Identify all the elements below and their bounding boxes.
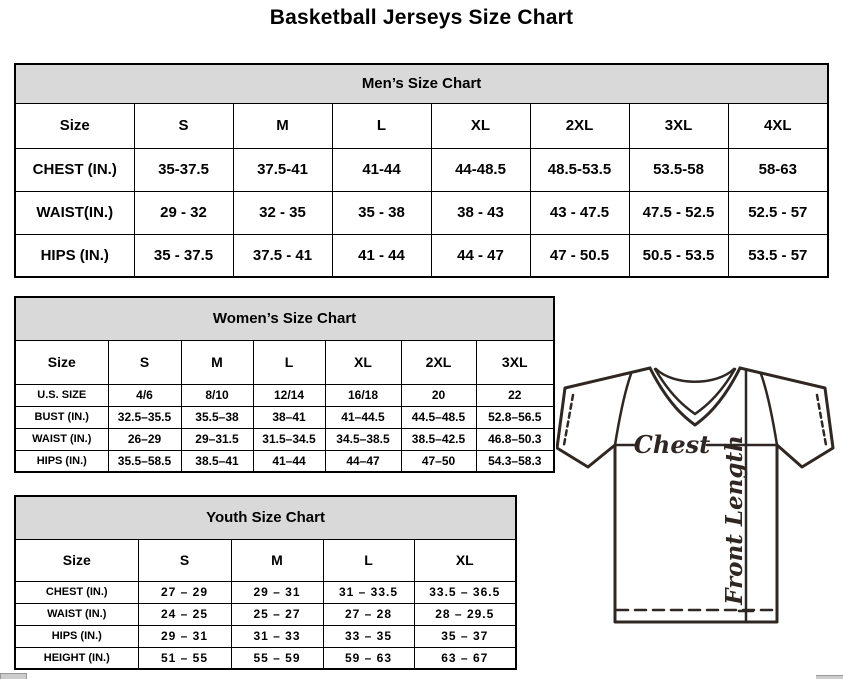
- table-cell: 50.5 - 53.5: [629, 234, 728, 277]
- table-cell: 33 – 35: [323, 625, 414, 647]
- table-row: [15, 234, 828, 277]
- table-cell: 38–41: [253, 406, 325, 428]
- table-cell: 31 – 33: [231, 625, 323, 647]
- table-cell: 54.3–58.3: [476, 450, 554, 472]
- table-cell: 37.5-41: [233, 148, 332, 191]
- jersey-measurement-diagram: [556, 356, 838, 636]
- table-row: [15, 406, 554, 428]
- table-cell: 44-48.5: [431, 148, 530, 191]
- table-row: [15, 340, 554, 384]
- table-cell: 22: [476, 384, 554, 406]
- table-cell: 53.5-58: [629, 148, 728, 191]
- table-row: [15, 450, 554, 472]
- row-label: HIPS (IN.): [15, 234, 134, 277]
- mens-size-table: [14, 63, 829, 278]
- table-cell: 58-63: [728, 148, 828, 191]
- table-cell: 34.5–38.5: [325, 428, 401, 450]
- table-cell: 47.5 - 52.5: [629, 191, 728, 234]
- table-title: Youth Size Chart: [15, 496, 516, 539]
- row-label: WAIST(IN.): [15, 191, 134, 234]
- row-label: HIPS (IN.): [15, 450, 108, 472]
- row-label: CHEST (IN.): [15, 148, 134, 191]
- table-row: [15, 539, 516, 581]
- table-cell: 29 – 31: [231, 581, 323, 603]
- row-label: BUST (IN.): [15, 406, 108, 428]
- table-row: [15, 428, 554, 450]
- table-row: [15, 64, 828, 103]
- column-header: L: [332, 103, 431, 148]
- column-header: XL: [325, 340, 401, 384]
- table-cell: 44–47: [325, 450, 401, 472]
- table-cell: 51 – 55: [138, 647, 231, 669]
- table-cell: 43 - 47.5: [530, 191, 629, 234]
- table-cell: 53.5 - 57: [728, 234, 828, 277]
- table-cell: 33.5 – 36.5: [414, 581, 516, 603]
- table-cell: 8/10: [181, 384, 253, 406]
- table-cell: 27 – 29: [138, 581, 231, 603]
- table-cell: 55 – 59: [231, 647, 323, 669]
- page-title: Basketball Jerseys Size Chart: [269, 6, 574, 29]
- column-header: S: [108, 340, 181, 384]
- table-cell: 12/14: [253, 384, 325, 406]
- table-cell: 32.5–35.5: [108, 406, 181, 428]
- row-label: CHEST (IN.): [15, 581, 138, 603]
- table-cell: 27 – 28: [323, 603, 414, 625]
- table-cell: 35.5–38: [181, 406, 253, 428]
- table-cell: 32 - 35: [233, 191, 332, 234]
- column-header: 3XL: [629, 103, 728, 148]
- column-header: Size: [15, 103, 134, 148]
- table-cell: 28 – 29.5: [414, 603, 516, 625]
- row-label: HIPS (IN.): [15, 625, 138, 647]
- table-row: [15, 581, 516, 603]
- column-header: 2XL: [401, 340, 476, 384]
- table-row: [15, 191, 828, 234]
- table-row: [15, 103, 828, 148]
- table-cell: 41 - 44: [332, 234, 431, 277]
- table-cell: 44 - 47: [431, 234, 530, 277]
- table-cell: 37.5 - 41: [233, 234, 332, 277]
- table-cell: 29–31.5: [181, 428, 253, 450]
- table-cell: 63 – 67: [414, 647, 516, 669]
- womens-size-table: [14, 296, 555, 473]
- column-header: M: [231, 539, 323, 581]
- table-row: [15, 625, 516, 647]
- column-header: L: [323, 539, 414, 581]
- table-row: [15, 496, 516, 539]
- table-cell: 35 - 38: [332, 191, 431, 234]
- table-cell: 29 – 31: [138, 625, 231, 647]
- table-cell: 59 – 63: [323, 647, 414, 669]
- table-cell: 38 - 43: [431, 191, 530, 234]
- table-cell: 25 – 27: [231, 603, 323, 625]
- table-cell: 16/18: [325, 384, 401, 406]
- table-cell: 38.5–42.5: [401, 428, 476, 450]
- table-row: [15, 603, 516, 625]
- table-title: Women’s Size Chart: [15, 297, 554, 340]
- chest-label: Chest: [633, 430, 711, 459]
- table-cell: 4/6: [108, 384, 181, 406]
- table-cell: 26–29: [108, 428, 181, 450]
- front-length-label: Front Length: [721, 435, 748, 605]
- column-header: Size: [15, 340, 108, 384]
- table-row: [15, 384, 554, 406]
- table-cell: 41-44: [332, 148, 431, 191]
- jersey-outline: [557, 368, 833, 622]
- column-header: S: [138, 539, 231, 581]
- column-header: L: [253, 340, 325, 384]
- table-cell: 24 – 25: [138, 603, 231, 625]
- row-label: WAIST (IN.): [15, 603, 138, 625]
- table-cell: 47 - 50.5: [530, 234, 629, 277]
- column-header: M: [233, 103, 332, 148]
- table-cell: 31 – 33.5: [323, 581, 414, 603]
- table-cell: 48.5-53.5: [530, 148, 629, 191]
- table-cell: 52.8–56.5: [476, 406, 554, 428]
- column-header: 2XL: [530, 103, 629, 148]
- table-cell: 35 - 37.5: [134, 234, 233, 277]
- table-cell: 31.5–34.5: [253, 428, 325, 450]
- table-row: [15, 148, 828, 191]
- column-header: Size: [15, 539, 138, 581]
- table-cell: 52.5 - 57: [728, 191, 828, 234]
- table-row: [15, 647, 516, 669]
- horizontal-scrollbar-right-piece[interactable]: [816, 675, 843, 679]
- table-cell: 47–50: [401, 450, 476, 472]
- column-header: 4XL: [728, 103, 828, 148]
- row-label: WAIST (IN.): [15, 428, 108, 450]
- table-cell: 35.5–58.5: [108, 450, 181, 472]
- table-cell: 44.5–48.5: [401, 406, 476, 428]
- youth-size-table: [14, 495, 517, 670]
- column-header: 3XL: [476, 340, 554, 384]
- table-row: [15, 297, 554, 340]
- column-header: S: [134, 103, 233, 148]
- column-header: XL: [431, 103, 530, 148]
- row-label: U.S. SIZE: [15, 384, 108, 406]
- horizontal-scrollbar-left-piece[interactable]: [0, 673, 27, 679]
- table-cell: 41–44.5: [325, 406, 401, 428]
- table-cell: 41–44: [253, 450, 325, 472]
- table-cell: 38.5–41: [181, 450, 253, 472]
- column-header: M: [181, 340, 253, 384]
- cuff-dashed-line: [817, 395, 826, 445]
- table-cell: 35 – 37: [414, 625, 516, 647]
- cuff-dashed-line: [564, 395, 573, 445]
- table-cell: 29 - 32: [134, 191, 233, 234]
- row-label: HEIGHT (IN.): [15, 647, 138, 669]
- table-title: Men’s Size Chart: [15, 64, 828, 103]
- table-cell: 20: [401, 384, 476, 406]
- table-cell: 46.8–50.3: [476, 428, 554, 450]
- table-cell: 35-37.5: [134, 148, 233, 191]
- column-header: XL: [414, 539, 516, 581]
